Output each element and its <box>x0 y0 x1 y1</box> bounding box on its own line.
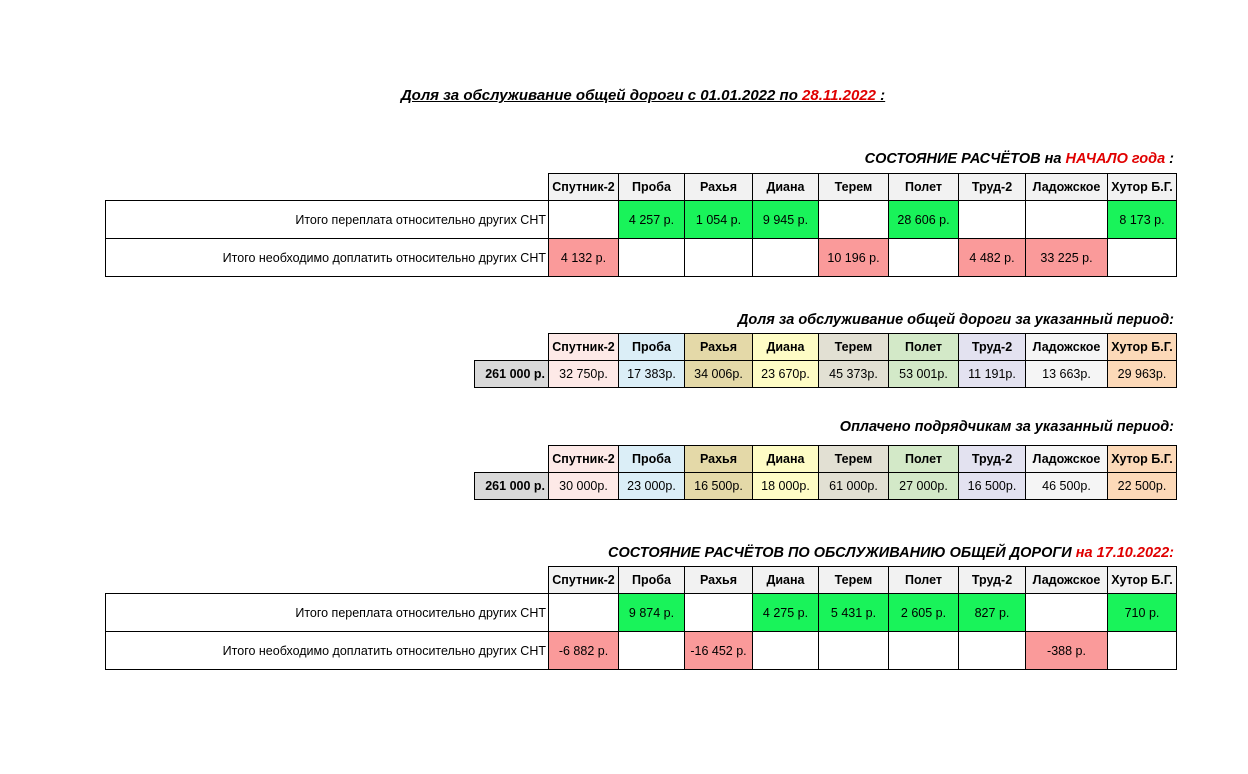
header-spacer <box>106 174 549 201</box>
sec4-heading-red: на 17.10.2022: <box>1075 545 1174 561</box>
overpay-cell <box>549 201 619 239</box>
overpay-cell <box>685 594 753 632</box>
value-cell: 30 000р. <box>549 473 619 500</box>
debt-cell <box>959 632 1026 670</box>
column-header: Рахья <box>685 446 753 473</box>
overpay-cell <box>549 594 619 632</box>
overpay-cell: 710 р. <box>1108 594 1177 632</box>
column-header: Труд-2 <box>959 567 1026 594</box>
column-header: Ладожское <box>1026 567 1108 594</box>
total-cell: 261 000 р. <box>475 361 549 388</box>
sec4-heading <box>608 545 1174 561</box>
column-header: Диана <box>753 567 819 594</box>
value-cell: 22 500р. <box>1108 473 1177 500</box>
sec4-heading-text: СОСТОЯНИЕ РАСЧЁТОВ ПО ОБСЛУЖИВАНИЮ ОБЩЕЙ ДОРОГИ <box>608 545 1076 561</box>
total-cell: 261 000 р. <box>475 473 549 500</box>
debt-cell: 4 132 р. <box>549 239 619 277</box>
value-cell: 61 000р. <box>819 473 889 500</box>
debt-cell: -16 452 р. <box>685 632 753 670</box>
overpay-cell: 4 275 р. <box>753 594 819 632</box>
debt-row-label: Итого необходимо доплатить относительно других СНТ <box>106 632 549 670</box>
overpay-cell <box>819 201 889 239</box>
overpay-row-label: Итого переплата относительно других СНТ <box>106 594 549 632</box>
value-cell: 18 000р. <box>753 473 819 500</box>
debt-cell: -388 р. <box>1026 632 1108 670</box>
value-cell: 23 000р. <box>619 473 685 500</box>
overpay-cell <box>1026 201 1108 239</box>
sec1-heading-text: СОСТОЯНИЕ РАСЧЁТОВ на <box>864 151 1066 167</box>
column-header: Терем <box>819 567 889 594</box>
debt-cell <box>889 239 959 277</box>
header-spacer <box>475 446 549 473</box>
value-cell: 11 191р. <box>959 361 1026 388</box>
debt-cell: 33 225 р. <box>1026 239 1108 277</box>
column-header: Хутор Б.Г. <box>1108 334 1177 361</box>
overpay-cell: 9 874 р. <box>619 594 685 632</box>
column-header: Труд-2 <box>959 174 1026 201</box>
page-title <box>0 87 1248 104</box>
column-header: Хутор Б.Г. <box>1108 567 1177 594</box>
column-header: Труд-2 <box>959 446 1026 473</box>
column-header: Терем <box>819 334 889 361</box>
column-header: Труд-2 <box>959 334 1026 361</box>
column-header: Полет <box>889 567 959 594</box>
overpay-cell: 28 606 р. <box>889 201 959 239</box>
sec3-table <box>474 445 1177 500</box>
title-suffix: : <box>876 87 886 104</box>
column-header: Спутник-2 <box>549 334 619 361</box>
title-text: Доля за обслуживание общей дороги с 01.01.2022 по <box>400 87 803 104</box>
overpay-cell <box>959 201 1026 239</box>
debt-cell: -6 882 р. <box>549 632 619 670</box>
column-header: Проба <box>619 567 685 594</box>
column-header: Хутор Б.Г. <box>1108 174 1177 201</box>
sec4-table <box>105 566 1177 670</box>
column-header: Рахья <box>685 567 753 594</box>
value-cell: 13 663р. <box>1026 361 1108 388</box>
debt-cell <box>619 239 685 277</box>
column-header: Рахья <box>685 174 753 201</box>
overpay-cell: 9 945 р. <box>753 201 819 239</box>
value-cell: 34 006р. <box>685 361 753 388</box>
column-header: Проба <box>619 446 685 473</box>
title-date: 28.11.2022 <box>802 87 876 104</box>
debt-row-label: Итого необходимо доплатить относительно других СНТ <box>106 239 549 277</box>
value-cell: 27 000р. <box>889 473 959 500</box>
overpay-cell: 2 605 р. <box>889 594 959 632</box>
value-cell: 45 373р. <box>819 361 889 388</box>
header-spacer <box>475 334 549 361</box>
value-cell: 16 500р. <box>959 473 1026 500</box>
value-cell: 29 963р. <box>1108 361 1177 388</box>
debt-cell <box>889 632 959 670</box>
debt-cell <box>685 239 753 277</box>
column-header: Терем <box>819 174 889 201</box>
column-header: Спутник-2 <box>549 446 619 473</box>
header-spacer <box>106 567 549 594</box>
value-cell: 17 383р. <box>619 361 685 388</box>
column-header: Проба <box>619 174 685 201</box>
sec1-heading <box>865 151 1174 167</box>
overpay-cell: 4 257 р. <box>619 201 685 239</box>
column-header: Ладожское <box>1026 334 1108 361</box>
overpay-cell: 5 431 р. <box>819 594 889 632</box>
debt-cell <box>819 632 889 670</box>
debt-cell <box>753 239 819 277</box>
overpay-cell <box>1026 594 1108 632</box>
column-header: Полет <box>889 334 959 361</box>
debt-cell <box>753 632 819 670</box>
column-header: Ладожское <box>1026 446 1108 473</box>
sec2-table <box>474 333 1177 388</box>
overpay-cell: 1 054 р. <box>685 201 753 239</box>
debt-cell: 4 482 р. <box>959 239 1026 277</box>
value-cell: 23 670р. <box>753 361 819 388</box>
column-header: Проба <box>619 334 685 361</box>
debt-cell: 10 196 р. <box>819 239 889 277</box>
column-header: Диана <box>753 174 819 201</box>
column-header: Диана <box>753 334 819 361</box>
sec1-table <box>105 173 1177 277</box>
sec1-heading-suffix: : <box>1165 151 1174 167</box>
debt-cell <box>1108 239 1177 277</box>
column-header: Диана <box>753 446 819 473</box>
sec1-heading-red: НАЧАЛО года <box>1065 151 1166 167</box>
value-cell: 16 500р. <box>685 473 753 500</box>
column-header: Полет <box>889 446 959 473</box>
column-header: Рахья <box>685 334 753 361</box>
debt-cell <box>619 632 685 670</box>
value-cell: 53 001р. <box>889 361 959 388</box>
overpay-cell: 8 173 р. <box>1108 201 1177 239</box>
value-cell: 46 500р. <box>1026 473 1108 500</box>
overpay-cell: 827 р. <box>959 594 1026 632</box>
debt-cell <box>1108 632 1177 670</box>
overpay-row-label: Итого переплата относительно других СНТ <box>106 201 549 239</box>
sec2-heading: Доля за обслуживание общей дороги за указанный период: <box>737 312 1174 328</box>
column-header: Терем <box>819 446 889 473</box>
column-header: Ладожское <box>1026 174 1108 201</box>
column-header: Спутник-2 <box>549 174 619 201</box>
column-header: Хутор Б.Г. <box>1108 446 1177 473</box>
column-header: Полет <box>889 174 959 201</box>
column-header: Спутник-2 <box>549 567 619 594</box>
sec3-heading: Оплачено подрядчикам за указанный период: <box>839 419 1174 435</box>
value-cell: 32 750р. <box>549 361 619 388</box>
